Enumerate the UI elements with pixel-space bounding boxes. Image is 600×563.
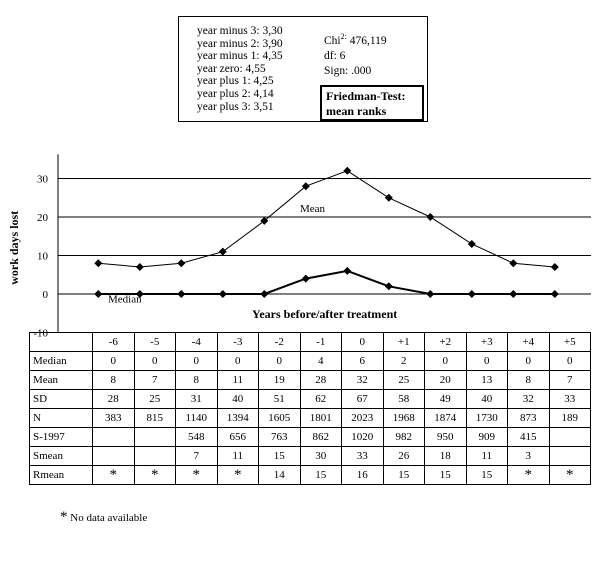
header-year-cell: +5 (549, 333, 591, 352)
significance-value: Sign: .000 (324, 64, 372, 77)
data-point-mean (177, 259, 185, 267)
table-cell: 2023 (342, 409, 384, 428)
y-tick-label: 30 (37, 173, 48, 186)
table-cell (549, 447, 591, 466)
footnote (60, 509, 147, 526)
header-year-cell: -2 (259, 333, 301, 352)
data-point-mean (426, 213, 434, 221)
table-cell (93, 428, 135, 447)
table-cell: 1394 (217, 409, 259, 428)
data-point-median (94, 290, 102, 298)
chi-square-value: Chi$^{2:}$ 476,119 (324, 32, 387, 47)
table-cell: 67 (342, 390, 384, 409)
table-cell: 1730 (466, 409, 508, 428)
header-year-cell: -6 (93, 333, 135, 352)
table-cell: 13 (466, 371, 508, 390)
y-tick-label: 20 (37, 212, 48, 224)
mean-rank-line: year plus 1: 4,25 (197, 75, 274, 88)
table-cell: * (217, 466, 259, 485)
table-cell: 763 (259, 428, 301, 447)
friedman-test-label (320, 85, 424, 121)
degrees-of-freedom: df: 6 (324, 49, 346, 62)
table-cell: 15 (466, 466, 508, 485)
table-row (30, 447, 591, 466)
series-label-median: Median (108, 293, 142, 306)
table-row (30, 466, 591, 485)
series-line-median (98, 271, 555, 294)
data-point-median (177, 290, 185, 298)
data-point-median (551, 290, 559, 298)
table-cell: 16 (342, 466, 384, 485)
data-point-mean (385, 194, 393, 202)
table-cell: 58 (383, 390, 425, 409)
friedman-summary-box (178, 16, 428, 122)
header-year-cell: 0 (342, 333, 384, 352)
data-point-mean (509, 259, 517, 267)
table-cell: 18 (425, 447, 467, 466)
table-cell: 20 (425, 371, 467, 390)
row-label: Mean (30, 371, 93, 390)
table-cell: 62 (300, 390, 342, 409)
table-cell: * (549, 466, 591, 485)
table-cell: 1140 (176, 409, 218, 428)
footnote-asterisk: * (60, 509, 68, 525)
table-cell: 28 (300, 371, 342, 390)
footnote-text: No data available (67, 512, 148, 524)
header-year-cell: -1 (300, 333, 342, 352)
table-cell: 383 (93, 409, 135, 428)
table-cell: 0 (217, 352, 259, 371)
table-cell: 15 (425, 466, 467, 485)
table-cell: 25 (134, 390, 176, 409)
table-cell: 15 (259, 447, 301, 466)
table-cell: 7 (549, 371, 591, 390)
mean-rank-line: year zero: 4,55 (197, 62, 266, 75)
table-cell: 4 (300, 352, 342, 371)
data-point-mean (219, 248, 227, 256)
table-cell: 11 (466, 447, 508, 466)
header-year-cell: -5 (134, 333, 176, 352)
test-statistics (324, 29, 387, 79)
table-cell: 656 (217, 428, 259, 447)
table-cell: 0 (425, 352, 467, 371)
row-label: Smean (30, 447, 93, 466)
header-year-cell: +1 (383, 333, 425, 352)
table-cell: 33 (549, 390, 591, 409)
data-point-mean (551, 263, 559, 271)
header-corner-cell (30, 333, 93, 352)
table-cell: 15 (383, 466, 425, 485)
header-year-cell: +2 (425, 333, 467, 352)
table-cell: 1968 (383, 409, 425, 428)
table-cell: 415 (508, 428, 550, 447)
table-cell (134, 447, 176, 466)
table-cell: * (134, 466, 176, 485)
table-cell: 1605 (259, 409, 301, 428)
table-cell: 11 (217, 447, 259, 466)
header-year-cell: -3 (217, 333, 259, 352)
table-cell: 40 (466, 390, 508, 409)
table-cell (93, 447, 135, 466)
mean-rank-line: year minus 1: 4,35 (197, 50, 283, 63)
table-cell: 0 (549, 352, 591, 371)
data-point-mean (468, 240, 476, 248)
table-cell: 25 (383, 371, 425, 390)
table-cell: 189 (549, 409, 591, 428)
test-label-line-1: Friedman-Test: (326, 89, 406, 103)
table-row (30, 390, 591, 409)
table-cell: * (176, 466, 218, 485)
table-row (30, 371, 591, 390)
table-cell: 49 (425, 390, 467, 409)
table-cell: 3 (508, 447, 550, 466)
table-cell: 0 (93, 352, 135, 371)
table-cell: 862 (300, 428, 342, 447)
table-cell: 32 (508, 390, 550, 409)
table-cell: 14 (259, 466, 301, 485)
data-point-median (219, 290, 227, 298)
series-label-mean: Mean (300, 202, 326, 215)
header-year-cell: +3 (466, 333, 508, 352)
data-point-mean (136, 263, 144, 271)
data-point-mean (343, 167, 351, 175)
table-cell: 32 (342, 371, 384, 390)
table-row (30, 352, 591, 371)
x-axis-title: Years before/after treatment (252, 307, 398, 321)
table-cell: 873 (508, 409, 550, 428)
mean-rank-list (197, 25, 283, 113)
data-point-mean (94, 259, 102, 267)
header-year-cell: -4 (176, 333, 218, 352)
table-cell: 8 (508, 371, 550, 390)
table-cell: 909 (466, 428, 508, 447)
table-cell: 33 (342, 447, 384, 466)
data-point-median (260, 290, 268, 298)
mean-rank-line: year plus 2: 4,14 (197, 87, 274, 100)
table-row (30, 409, 591, 428)
table-header-row (30, 333, 591, 352)
table-cell: 28 (93, 390, 135, 409)
row-label: S-1997 (30, 428, 93, 447)
mean-rank-line: year minus 3: 3,30 (197, 25, 283, 37)
table-cell: 31 (176, 390, 218, 409)
y-tick-label: -10 (33, 327, 48, 340)
y-tick-label: 10 (37, 250, 48, 263)
table-cell: 11 (217, 371, 259, 390)
table-cell: 1020 (342, 428, 384, 447)
table-cell: 950 (425, 428, 467, 447)
mean-rank-line: year minus 2: 3,90 (197, 37, 283, 50)
test-label-line-2: mean ranks (326, 104, 387, 118)
work-days-chart (0, 150, 600, 340)
data-point-median (302, 275, 310, 283)
data-point-median (426, 290, 434, 298)
table-cell: 1801 (300, 409, 342, 428)
table-cell: 30 (300, 447, 342, 466)
table-cell: 40 (217, 390, 259, 409)
table-cell: 982 (383, 428, 425, 447)
header-year-cell: +4 (508, 333, 550, 352)
row-label: Median (30, 352, 93, 371)
table-cell (134, 428, 176, 447)
table-cell: 1874 (425, 409, 467, 428)
series-line-mean (98, 171, 555, 267)
y-tick-label: 0 (42, 289, 48, 301)
mean-rank-line: year plus 3: 3,51 (197, 100, 274, 113)
table-cell: 548 (176, 428, 218, 447)
table-cell: 26 (383, 447, 425, 466)
data-point-median (509, 290, 517, 298)
data-point-median (385, 282, 393, 290)
table-cell: 815 (134, 409, 176, 428)
table-cell: 7 (176, 447, 218, 466)
data-point-median (343, 267, 351, 275)
table-cell: 8 (176, 371, 218, 390)
table-cell: 7 (134, 371, 176, 390)
table-cell: 6 (342, 352, 384, 371)
row-label: SD (30, 390, 93, 409)
table-cell: 0 (134, 352, 176, 371)
row-label: Rmean (30, 466, 93, 485)
row-label: N (30, 409, 93, 428)
table-cell: 15 (300, 466, 342, 485)
data-point-median (468, 290, 476, 298)
table-cell: * (93, 466, 135, 485)
table-cell: 0 (176, 352, 218, 371)
table-cell: 0 (508, 352, 550, 371)
y-axis-title: work days lost (7, 210, 21, 285)
table-row (30, 428, 591, 447)
table-cell (549, 428, 591, 447)
table-cell: 2 (383, 352, 425, 371)
data-table (29, 332, 591, 485)
table-cell: 0 (466, 352, 508, 371)
table-cell: 51 (259, 390, 301, 409)
table-cell: * (508, 466, 550, 485)
table-cell: 8 (93, 371, 135, 390)
table-cell: 0 (259, 352, 301, 371)
table-cell: 19 (259, 371, 301, 390)
